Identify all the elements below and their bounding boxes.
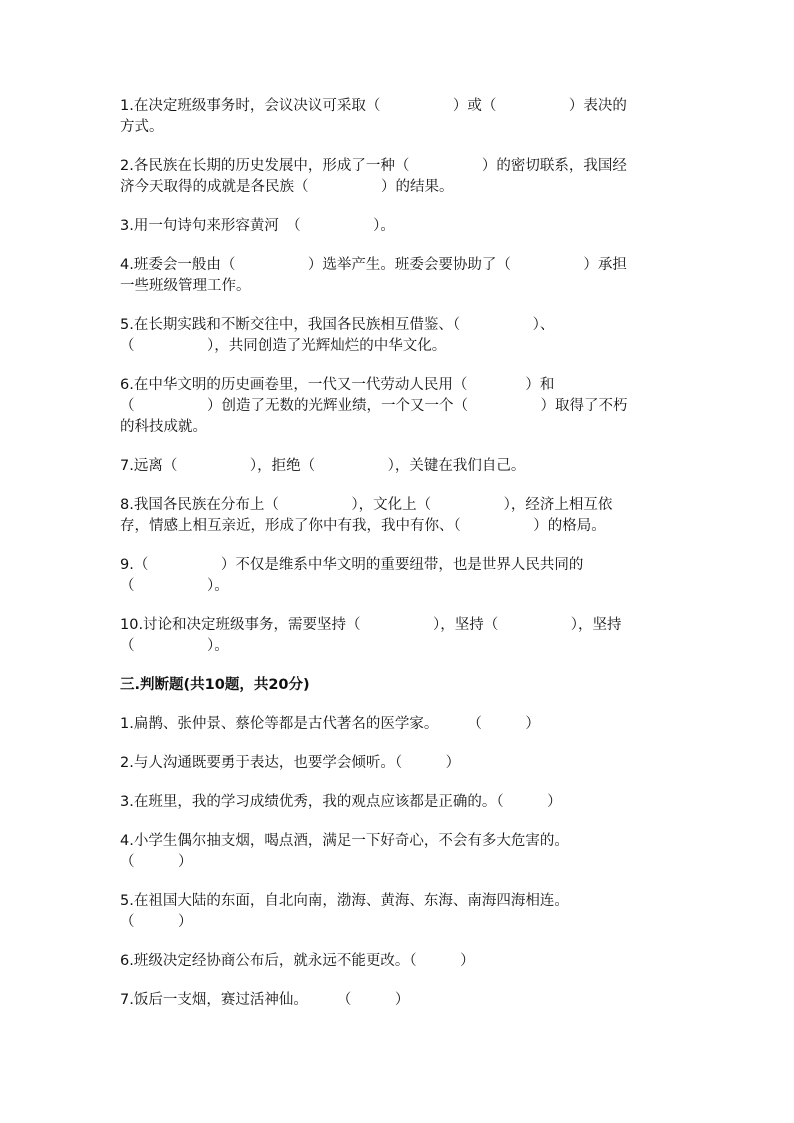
question-line: 2.与人沟通既要勇于表达，也要学会倾听。（ ） <box>120 755 461 771</box>
question-line: 的科技成就。 <box>120 419 207 435</box>
question-line: 2.各民族在长期的历史发展中，形成了一种（ ）的密切联系，我国经 <box>120 158 627 174</box>
question-line: 方式。 <box>120 119 164 135</box>
fill-question-10 <box>120 615 680 657</box>
document-content <box>120 96 680 1029</box>
question-line: 1.在决定班级事务时，会议决议可采取（ ）或（ ）表决的 <box>120 98 627 114</box>
question-line: 济今天取得的成就是各民族（ ）的结果。 <box>120 179 454 195</box>
question-line: 存，情感上相互亲近，形成了你中有我，我中有你、（ ）的格局。 <box>120 518 606 534</box>
question-line: 10.讨论和决定班级事务，需要坚持（ ），坚持（ ），坚持 <box>120 617 622 633</box>
question-line: 4.小学生偶尔抽支烟，喝点酒，满足一下好奇心，不会有多大危害的。 <box>120 833 569 849</box>
judge-question-3 <box>120 792 680 813</box>
question-line: 3.用一句诗句来形容黄河 （ ）。 <box>120 218 395 234</box>
question-line: 4.班委会一般由（ ）选举产生。班委会要协助了（ ）承担 <box>120 257 627 273</box>
question-line: 3.在班里，我的学习成绩优秀，我的观点应该都是正确的。（ ） <box>120 794 562 810</box>
question-line: 7.饭后一支烟，赛过活神仙。 （ ） <box>120 992 410 1008</box>
judge-question-5 <box>120 891 680 933</box>
question-line: 6.在中华文明的历史画卷里，一代又一代劳动人民用（ ）和 <box>120 377 555 393</box>
judge-question-1 <box>120 714 680 735</box>
fill-question-6 <box>120 375 680 438</box>
question-line: 5.在祖国大陆的东面，自北向南，渤海、黄海、东海、南海四海相连。 <box>120 893 569 909</box>
question-line: （ ） <box>120 854 193 870</box>
question-line: 5.在长期实践和不断交往中，我国各民族相互借鉴、（ ）、 <box>120 317 555 333</box>
fill-question-3 <box>120 216 680 237</box>
question-line: 1.扁鹊、张仲景、蔡伦等都是古代著名的医学家。 （ ） <box>120 716 540 732</box>
question-line: 7.远离（ ），拒绝（ ），关键在我们自己。 <box>120 458 526 474</box>
judge-question-7 <box>120 990 680 1011</box>
fill-question-9 <box>120 555 680 597</box>
question-line: 6.班级决定经协商公布后，就永远不能更改。（ ） <box>120 953 475 969</box>
fill-question-2 <box>120 156 680 198</box>
question-line: 一些班级管理工作。 <box>120 278 251 294</box>
judge-question-6 <box>120 951 680 972</box>
section-heading: 三.判断题(共10题，共20分) <box>120 677 310 693</box>
fill-question-4 <box>120 255 680 297</box>
fill-question-1 <box>120 96 680 138</box>
question-line: （ ）。 <box>120 578 229 594</box>
question-line: （ ）创造了无数的光辉业绩，一个又一个（ ）取得了不朽 <box>120 398 628 414</box>
question-line: 8.我国各民族在分布上（ ），文化上（ ），经济上相互依 <box>120 497 613 513</box>
fill-question-8 <box>120 495 680 537</box>
fill-question-5 <box>120 315 680 357</box>
fill-question-7 <box>120 456 680 477</box>
question-line: （ ），共同创造了光辉灿烂的中华文化。 <box>120 338 447 354</box>
question-line: （ ） <box>120 914 193 930</box>
judge-question-2 <box>120 753 680 774</box>
question-line: 9.（ ）不仅是维系中华文明的重要纽带，也是世界人民共同的 <box>120 557 584 573</box>
question-line: （ ）。 <box>120 638 229 654</box>
judge-question-4 <box>120 831 680 873</box>
